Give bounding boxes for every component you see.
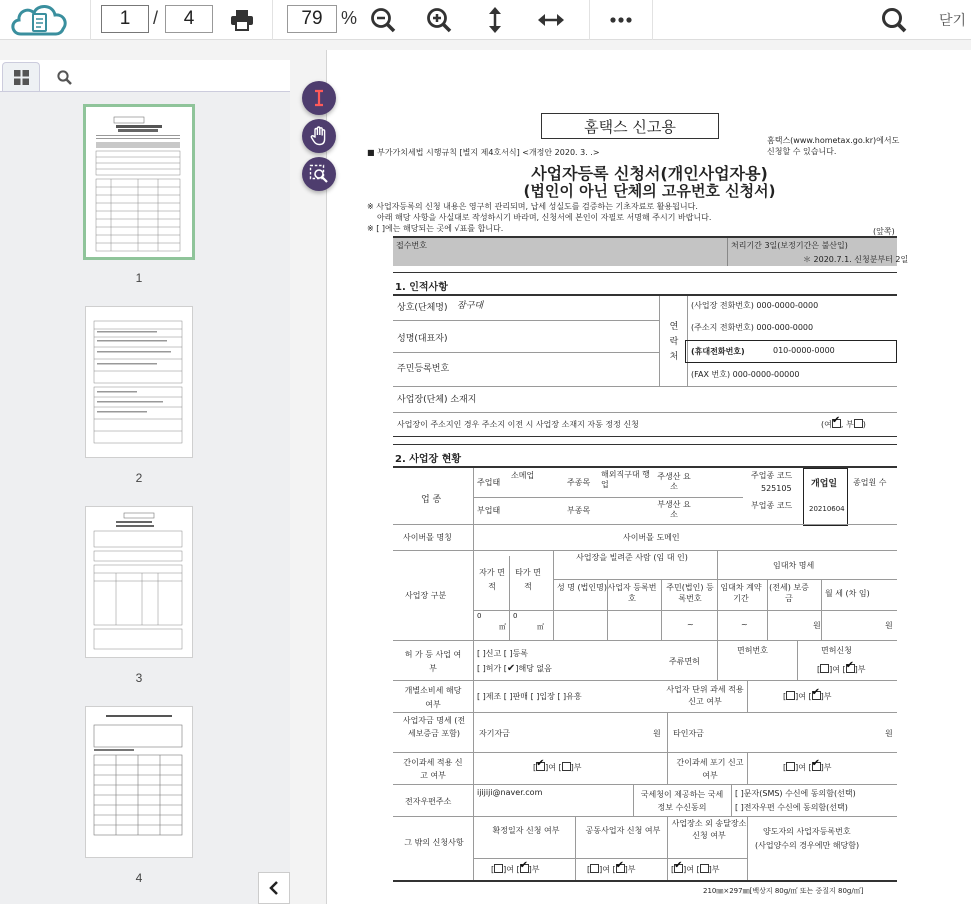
- simple-tax-label: 간이과세 적용 신고 여부: [403, 758, 463, 780]
- rule: [473, 858, 747, 859]
- deposit-label: (전세) 보증금: [769, 583, 809, 603]
- checkbox-no[interactable]: [520, 864, 529, 873]
- page-total-value: 4: [183, 8, 195, 29]
- contact-label: 연 락 처: [669, 322, 679, 362]
- monthly-rent-label: 월 세 (차 임): [825, 589, 870, 598]
- divider: [473, 784, 474, 816]
- won-unit: 원: [653, 729, 661, 738]
- divider: [473, 524, 474, 550]
- divider: [509, 556, 510, 640]
- joint-business-choice: [ ]여 [✔ ]부: [587, 864, 636, 875]
- confirm-date-label: 확정일자 신청 여부: [492, 826, 560, 835]
- unit-m2: ㎡: [537, 623, 544, 631]
- checkbox-no[interactable]: [820, 664, 829, 673]
- license-apply-label: 면허신청: [821, 646, 852, 655]
- rule: [393, 320, 659, 321]
- excise-tax-options: [ ]제조 [ ]판매 [ ]입장 [ ]유흥: [477, 692, 582, 701]
- divider: [575, 816, 576, 880]
- hometax-note: 신청할 수 있습니다.: [767, 147, 837, 156]
- checkbox-yes[interactable]: [536, 762, 545, 771]
- page-thumbnail-1[interactable]: [83, 104, 195, 260]
- delivery-place-label: 사업장소 외 송달장소 신청 여부: [671, 819, 747, 840]
- law-reference: ■ 부가가치세법 시행규칙 [별지 제4호서식] <개정안 2020. 3. .>: [367, 148, 600, 157]
- rule: [393, 640, 897, 641]
- yes-label: 여: [548, 763, 556, 772]
- sms-agree-option: [ ]문자(SMS) 수신에 동의함(선택): [735, 789, 856, 798]
- place-type-label: 사업장 구분: [405, 591, 447, 600]
- own-fund-label: 자기자금: [479, 729, 510, 738]
- own-area-label: 자가 면적: [479, 568, 505, 591]
- email-value: ijijiji@naver.com: [477, 788, 543, 797]
- rule: [393, 412, 897, 413]
- main-type-label: 주업태: [477, 478, 501, 487]
- license-apply-choice: [ ]여 [✔ ]부: [817, 664, 866, 675]
- hometax-note: 홈택스(www.hometax.go.kr)에서도: [767, 136, 900, 145]
- divider: [821, 579, 822, 640]
- divider: [747, 816, 748, 880]
- dash: ~: [741, 620, 748, 629]
- page-thumbnail-3[interactable]: [85, 506, 193, 658]
- fit-height-icon[interactable]: [479, 4, 511, 36]
- thumbnail-label-2: 2: [135, 471, 143, 485]
- checkbox-yes[interactable]: [786, 691, 795, 700]
- zoom-select-icon: [309, 164, 329, 184]
- no-label: 부: [531, 865, 540, 874]
- grid-icon: [14, 70, 29, 85]
- zoom-value: 79: [301, 8, 323, 29]
- simple-tax-giveup-choice: [ ]여 [✔ ]부: [783, 762, 832, 773]
- auto-address-choice: (여✔ , 부 ): [821, 419, 866, 430]
- won-unit: 원: [885, 621, 893, 630]
- rule: [393, 816, 897, 817]
- cyber-mall-domain-label: 사이버몰 도메인: [623, 533, 680, 542]
- divider: [473, 680, 474, 712]
- checkbox-no[interactable]: [812, 691, 821, 700]
- unit-tax-choice: [ ]여 [✔ ]부: [783, 691, 832, 702]
- dash: ~: [687, 620, 694, 629]
- check-mark: ✔: [506, 663, 516, 674]
- more-options-icon[interactable]: [605, 4, 637, 36]
- page-thumbnail-2[interactable]: [85, 306, 193, 458]
- close-button[interactable]: 닫기: [939, 13, 967, 29]
- resident-number-label: 주민등록번호: [397, 364, 450, 374]
- page-number-value: 1: [119, 8, 131, 29]
- rule: [393, 880, 897, 882]
- rent-area-value: 0: [513, 612, 518, 620]
- thumbnail-label-4: 4: [135, 871, 143, 885]
- permit-options-2: [ ]허가 [✔]해당 없음: [477, 663, 552, 674]
- open-date-value: 20210604: [809, 505, 845, 513]
- divider: [473, 712, 474, 752]
- yes-label: 여: [824, 420, 832, 429]
- form-note: 아래 해당 사항을 사실대로 작성하시기 바라며, 신청서에 본인이 자필로 서명해 주시기 바랍니다.: [377, 213, 712, 222]
- confirm-date-choice: [ ]여 [✔ ]부: [491, 864, 540, 875]
- receipt-number-label: 접수번호: [396, 241, 427, 250]
- business-location-label: 사업장(단체) 소재지: [397, 395, 477, 405]
- yes-label: 여: [798, 692, 806, 701]
- collapse-sidebar-button[interactable]: [258, 872, 290, 904]
- divider: [659, 296, 660, 386]
- transferor-note: (사업양수의 경우에만 해당함): [755, 841, 860, 850]
- rule: [553, 579, 897, 580]
- no-label: 부: [845, 420, 854, 429]
- mobile-phone-label: (휴대전화번호): [691, 347, 745, 356]
- rule: [393, 272, 897, 273]
- divider: [767, 579, 768, 640]
- form-subtitle: (법인이 아닌 단체의 고유번호 신청서): [523, 182, 776, 200]
- sub-production-label: 부생산 요소: [657, 500, 691, 519]
- divider: [747, 752, 748, 784]
- front-side-note: (앞쪽): [873, 227, 895, 236]
- form-note: ※ 사업자등록의 신청 내용은 영구히 관리되며, 납세 성실도를 검증하는 기초자료로 활용됩니다.: [367, 202, 698, 211]
- yes-label: 여: [506, 865, 514, 874]
- divider: [731, 784, 732, 816]
- section-1-heading: 1. 인적사항: [395, 282, 448, 293]
- mobile-phone-value: 010-0000-0000: [773, 346, 835, 355]
- no-label: 부: [711, 865, 720, 874]
- divider: [797, 640, 798, 680]
- page-number-input[interactable]: [101, 5, 149, 33]
- lender-name-label: 성 명 (법인명): [557, 583, 607, 592]
- excise-tax-label: 개별소비세 해당 여부: [404, 686, 462, 709]
- page-total: [165, 5, 213, 33]
- divider: [747, 680, 748, 712]
- hometax-header-box: 홈택스 신고용: [541, 113, 719, 139]
- rule: [393, 436, 897, 437]
- toolbar-separator: [652, 0, 653, 40]
- tab-search[interactable]: [45, 62, 83, 92]
- email-label: 전자우편주소: [405, 797, 452, 806]
- rule: [393, 784, 897, 785]
- zoom-area-tool-button[interactable]: [302, 157, 336, 191]
- main-code-label: 주업종 코드: [751, 471, 793, 480]
- checkbox-yes[interactable]: [674, 864, 683, 873]
- checkbox-yes[interactable]: [832, 419, 841, 428]
- rule: [393, 386, 897, 387]
- transferor-label: 양도자의 사업자등록번호: [763, 827, 851, 836]
- divider: [717, 550, 718, 640]
- divider: [473, 468, 474, 524]
- trade-name-label: 상호(단체명): [397, 303, 448, 313]
- page-separator: /: [153, 8, 159, 28]
- divider: [473, 816, 474, 880]
- zoom-in-icon[interactable]: [423, 4, 455, 36]
- liquor-license-label: 주류면허: [669, 657, 700, 666]
- capital-label: 사업자금 명세 (전세보증금 포함): [402, 716, 466, 738]
- cyber-mall-name-label: 사이버몰 명칭: [403, 533, 452, 542]
- search-icon[interactable]: [878, 4, 910, 36]
- divider: [727, 238, 728, 266]
- divider: [473, 752, 474, 784]
- no-label: 부: [573, 763, 582, 772]
- rule: [393, 752, 897, 753]
- app-logo-cloud-icon: [5, 0, 75, 40]
- own-area-value: 0: [477, 612, 482, 620]
- document-page: [326, 50, 971, 904]
- sub-item-label: 부종목: [567, 506, 591, 515]
- text-cursor-icon: [311, 89, 327, 107]
- lender-bizno-label: 사업자 등록번호: [607, 583, 657, 603]
- divider: [667, 712, 668, 752]
- zoom-unit: %: [341, 8, 358, 28]
- checkbox-no[interactable]: [616, 864, 625, 873]
- rule: [393, 550, 897, 551]
- rule: [393, 680, 897, 681]
- rule: [393, 294, 897, 296]
- chevron-left-icon: [269, 881, 279, 895]
- checkbox-yes[interactable]: [590, 864, 599, 873]
- lease-period-label: 임대차 계약기간: [720, 583, 762, 603]
- rule: [473, 497, 743, 498]
- hand-icon: [310, 126, 328, 146]
- processing-note: ＊ 2020.7.1. 신청분부터 2일: [803, 255, 909, 264]
- divider: [667, 752, 668, 784]
- divider: [473, 550, 474, 640]
- section-2-heading: 2. 사업장 현황: [395, 454, 462, 465]
- no-label: 부: [823, 692, 832, 701]
- zoom-out-icon[interactable]: [367, 4, 399, 36]
- main-type-value: 소메업: [511, 471, 535, 480]
- toolbar-separator: [272, 0, 273, 40]
- thumbnail-label-3: 3: [135, 671, 143, 685]
- home-phone: (주소지 전화번호) 000-000-0000: [691, 323, 814, 332]
- checkbox-no[interactable]: [854, 419, 863, 428]
- form-note: ※ [ ]에는 해당되는 곳에 √표를 합니다.: [367, 224, 504, 233]
- processing-period: 처리기간 3일(보정기간은 불산입): [731, 241, 848, 250]
- no-label: 부: [823, 763, 832, 772]
- permit-permission-option: [ ]허가: [477, 664, 502, 673]
- divider: [633, 784, 634, 816]
- rule: [393, 444, 897, 445]
- fit-width-icon[interactable]: [535, 4, 567, 36]
- paper-spec-footer: 210㎜×297㎜[백상지 80g/㎡ 또는 중질지 80g/㎡]: [703, 887, 864, 895]
- rule: [473, 610, 897, 611]
- lender-label: 사업장을 빌려준 사람 (임 대 인): [576, 553, 688, 562]
- permit-label: 허 가 등 사업 여부: [404, 650, 462, 673]
- yes-label: 여: [798, 763, 806, 772]
- toolbar-separator: [90, 0, 91, 40]
- lender-rrn-label: 주민(법인) 등록번호: [666, 583, 714, 603]
- auto-address-label: 사업장이 주소지인 경우 주소지 이전 시 사업장 소재지 자동 정정 신청: [397, 420, 639, 429]
- representative-label: 성명(대표자): [397, 334, 448, 344]
- zoom-input[interactable]: [287, 5, 337, 33]
- checkbox-yes[interactable]: [494, 864, 503, 873]
- fax-number: (FAX 번호) 000-0000-00000: [691, 370, 800, 379]
- delivery-choice: [✔ ]여 [ ]부: [671, 864, 720, 875]
- checkbox-no[interactable]: [562, 762, 571, 771]
- joint-business-label: 공동사업자 신청 여부: [585, 826, 661, 835]
- main-code-value: 525105: [761, 484, 792, 493]
- other-apply-label: 그 밖의 신청사항: [404, 838, 464, 847]
- tab-thumbnails[interactable]: [2, 62, 40, 92]
- checkbox-yes[interactable]: [786, 762, 795, 771]
- won-unit: 원: [885, 729, 893, 738]
- rule: [393, 352, 659, 353]
- form-title: 사업자등록 신청서(개인사업자용): [531, 164, 768, 183]
- page-thumbnail-4[interactable]: [85, 706, 193, 858]
- no-label: 부: [857, 665, 866, 674]
- divider: [717, 640, 718, 680]
- main-item-value: 해외직구대 행업: [601, 470, 650, 489]
- open-date-label: 개업일: [811, 479, 838, 489]
- print-icon[interactable]: [226, 4, 258, 36]
- checkbox-yes[interactable]: [846, 664, 855, 673]
- text-select-tool-button[interactable]: [302, 81, 336, 115]
- toolbar: [0, 0, 971, 40]
- toolbar-separator: [589, 0, 590, 40]
- divider: [667, 816, 668, 880]
- sidebar-search-icon: [57, 70, 72, 85]
- sub-code-label: 부업종 코드: [751, 501, 793, 510]
- lease-details-label: 임대차 명세: [773, 561, 815, 570]
- rule: [393, 712, 897, 713]
- yes-label: 여: [686, 865, 694, 874]
- nts-info-label: 국세청이 제공하는 국세정보 수신동의: [640, 790, 724, 812]
- main-production-label: 주생산 요소: [657, 472, 691, 491]
- yes-label: 여: [832, 665, 840, 674]
- divider: [661, 579, 662, 640]
- trade-name-value: 잠구대: [457, 301, 484, 311]
- unit-m2: ㎡: [499, 623, 506, 631]
- email-agree-option: [ ]전자우편 수신에 동의함(선택): [735, 803, 848, 812]
- business-phone: (사업장 전화번호) 000-0000-0000: [691, 301, 819, 310]
- pan-tool-button[interactable]: [302, 119, 336, 153]
- main-item-label: 주종목: [567, 478, 591, 487]
- rented-area-label: 타가 면적: [515, 568, 541, 591]
- thumbnail-label-1: 1: [135, 271, 143, 285]
- won-unit: 원: [813, 621, 821, 630]
- other-fund-label: 타인자금: [673, 729, 704, 738]
- divider: [473, 640, 474, 680]
- divider: [607, 579, 608, 640]
- simple-tax-giveup-label: 간이과세 포기 신고 여부: [676, 758, 744, 780]
- checkbox-no[interactable]: [812, 762, 821, 771]
- unit-tax-label: 사업자 단위 과세 적용 신고 여부: [666, 685, 744, 706]
- employees-label: 종업원 수: [853, 478, 887, 487]
- divider: [553, 550, 554, 640]
- sub-type-label: 부업태: [477, 506, 501, 515]
- simple-tax-choice: [✔ ]여 [ ]부: [533, 762, 582, 773]
- license-number-label: 면허번호: [737, 646, 768, 655]
- permit-none-option: 해당 없음: [518, 664, 552, 673]
- yes-label: 여: [602, 865, 610, 874]
- checkbox-no[interactable]: [700, 864, 709, 873]
- permit-options: [ ]신고 [ ]등록: [477, 649, 529, 658]
- rule: [393, 524, 897, 525]
- industry-label: 업 종: [421, 495, 442, 505]
- no-label: 부: [627, 865, 636, 874]
